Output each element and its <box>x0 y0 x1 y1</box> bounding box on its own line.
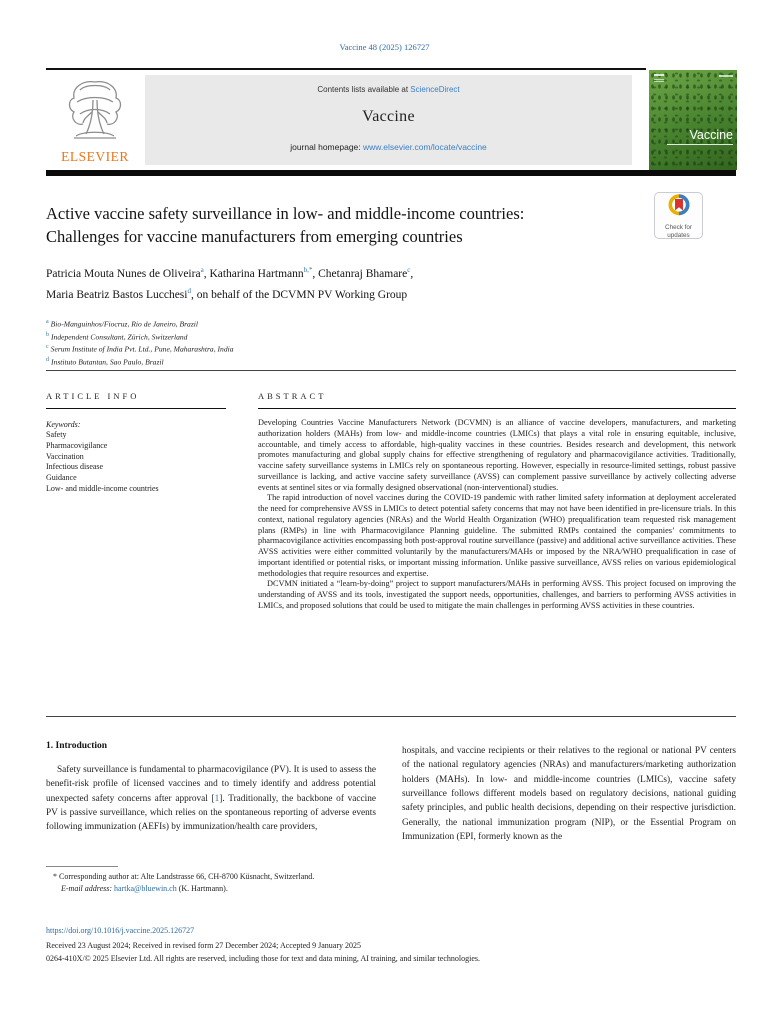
cover-publisher-mark <box>654 74 664 82</box>
copyright-line: 0264-410X/© 2025 Elsevier Ltd. All rights are reserved, including those for text and data mining, AI training, and similar technologies. <box>46 954 480 963</box>
author-name: Patricia Mouta Nunes de Oliveira <box>46 267 201 280</box>
email-link[interactable]: hartka@bluewin.ch <box>114 883 177 893</box>
body-left-column <box>46 741 376 835</box>
sciencedirect-link[interactable]: ScienceDirect <box>410 85 460 94</box>
journal-header-box <box>145 75 632 165</box>
footnote-rule <box>46 866 118 867</box>
check-for-updates-badge[interactable] <box>654 192 703 239</box>
abstract-heading: ABSTRACT <box>258 391 327 401</box>
elsevier-tree-icon <box>46 76 144 148</box>
corresponding-author-footnote <box>46 866 566 894</box>
cover-rule <box>667 144 733 145</box>
author-name: Chetanraj Bhamare <box>318 267 408 280</box>
abstract-section <box>258 391 736 612</box>
affiliation-line: $^d$ Instituto Butantan, Sao Paulo, Brazil <box>46 356 164 367</box>
journal-cover-thumbnail[interactable] <box>649 70 737 170</box>
cover-wordmark: Vaccine <box>689 128 733 142</box>
journal-citation[interactable]: Vaccine 48 (2025) 126727 <box>339 42 430 52</box>
author-superscript: c <box>407 266 411 274</box>
abstract-rule <box>258 408 736 409</box>
cover-issue-mark <box>719 75 733 77</box>
doi-link[interactable]: https://doi.org/10.1016/j.vaccine.2025.126727 <box>46 926 195 935</box>
abstract-paragraph: The rapid introduction of novel vaccines during the COVID-19 pandemic with rather limited safety information at deployment accelerated the need for comprehensive AVSS in LMICs to detect potential safety concerns that may not have been identified in pre-licensure trials. In this context, national regulatory agencies (NRAs) and the World Health Organization (WHO) prequalification team requested risk management plans (RMPs) in line with Pharmacovigilance Planning guideline. The submitted RMPs contained the companies’ commitments to pharmacovigilance activities encompassing both post-approval routine surveillance (passive) and additional active surveillance activities. These AVSS activities were either committed voluntarily by the manufacturers/MAHs or imposed by the NRA/WHO prequalification in case of important identified or potential risks, or important missing information. Unlike passive surveillance, AVSS relies on various epidemiological methodologies that require resources and expertise. <box>258 493 736 578</box>
keyword-item: Infectious disease <box>46 462 104 472</box>
elsevier-logo <box>46 76 144 170</box>
contents-list-line <box>145 85 632 94</box>
author-superscript: b,* <box>303 266 313 274</box>
contents-prefix: Contents lists available at <box>317 85 411 94</box>
author-group-suffix: on behalf of the DCVMN PV Working Group <box>196 289 408 302</box>
body-right-column <box>402 744 736 844</box>
intro-text: ]. Traditionally, the backbone of vaccine PV is passive surveillance, which relies on the spontaneous reporting of adverse events following immunization (AEFIs) by immunization/health care providers, <box>46 793 376 833</box>
corresponding-author-line: * Corresponding author at: Alte Landstrasse 66, CH-8700 Küsnacht, Switzerland. <box>53 872 315 881</box>
reference-link-1[interactable]: 1 <box>214 793 220 804</box>
article-title: Active vaccine safety surveillance in low- and middle-income countries: Challenges for vaccine manufacturers from emerging countries <box>46 204 525 246</box>
journal-name: Vaccine <box>362 108 415 125</box>
article-info-section <box>46 391 226 495</box>
email-suffix: (K. Hartmann). <box>176 883 228 893</box>
divider-rule <box>46 370 736 371</box>
affiliation-line: $^a$ Bio-Manguinhos/Fiocruz, Rio de Janeiro, Brazil <box>46 319 199 329</box>
introduction-paragraph-continued: hospitals, and vaccine recipients or their relatives to the regional or national PV centers of the national regulatory agencies (NRAs) and manufacturers/marketing authorization holders (MAHs). In low- and middle-income countries (LMICs), vaccine safety surveillance follows different models based on regulatory decisions, national guiding safety principles, and public health decisions, depending on their respective jurisdiction. Generally, the national immunization program (NIP), or the Essential Program on Immunization (EPI, formerly known as the <box>402 746 736 843</box>
article-info-rule <box>46 408 226 409</box>
affiliation-list <box>46 317 686 367</box>
homepage-url-link[interactable]: www.elsevier.com/locate/vaccine <box>363 142 487 152</box>
keyword-item: Safety <box>46 430 67 439</box>
header-bottom-bar <box>46 170 736 176</box>
keywords-label: Keywords: <box>46 420 81 429</box>
homepage-line <box>145 142 632 152</box>
author-superscript: d <box>187 287 191 296</box>
keyword-item: Guidance <box>46 473 77 483</box>
header-top-rule <box>46 68 646 70</box>
received-dates: Received 23 August 2024; Received in revised form 27 December 2024; Accepted 9 January 2025 <box>46 941 362 950</box>
author-name: Katharina Hartmann <box>209 267 304 280</box>
email-label: E-mail address: <box>61 883 113 893</box>
divider-rule <box>46 716 736 717</box>
homepage-prefix: journal homepage: <box>290 142 363 152</box>
keyword-item: Low- and middle-income countries <box>46 483 159 493</box>
author-list: Patricia Mouta Nunes de Oliveira$^a$, Katharina Hartmann$^{b,*}$, Chetanraj Bhamare$^c$, Maria Beatriz Bastos Lucchesi$^d$, on behalf of the DCVMN PV Working Group <box>46 266 414 302</box>
introduction-paragraph <box>46 763 376 835</box>
intro-text: Safety surveillance is fundamental to pharmacovigilance (PV). It is used to assess the benefit-risk profile of licensed vaccines and to timely identify and address potential unexpected safety concerns after approval [ <box>46 765 376 804</box>
abstract-paragraph: Developing Countries Vaccine Manufacturers Network (DCVMN) is an alliance of vaccine developers, manufacturers, and marketing authorization holders (MAHs) from low- and middle-income countries (LMICs) that plays a vital role in ensuring equitable, inclusive, accountable, and timely access to affordable, high-quality vaccines in these countries. Besides research and development, this network promotes manufacturing and global supply chains for effective strengthening of regulatory and pharmacovigilance activities. Traditionally, vaccine safety surveillance systems in LMICs rely on spontaneous reporting. However, especially in resource-limited settings, robust passive surveillance is lacking, and active vaccine safety surveillance (AVSS) can complement passive surveillance by actively collecting adverse events at sentinel sites or via formally designed observational (non-interventional) studies. <box>258 418 736 492</box>
keywords-list <box>46 430 226 495</box>
elsevier-wordmark: ELSEVIER <box>61 149 129 164</box>
author-superscript: a <box>200 266 204 274</box>
keyword-item: Vaccination <box>46 451 84 461</box>
affiliation-line: $^b$ Independent Consultant, Zürich, Switzerland <box>46 331 188 342</box>
crossmark-icon <box>666 205 692 222</box>
abstract-paragraph: DCVMN initiated a “learn-by-doing” project to support manufacturers/MAHs in performing AVSS. This project focused on improving the understanding of AVSS and its tools, investigated the support needs, opportunities, challenges, and barriers to performing AVSS activities in LMICs, and proposed solutions that could be used to mitigate the main challenges in performing AVSS activities in these countries. <box>258 579 736 610</box>
article-info-heading: ARTICLE INFO <box>46 391 140 401</box>
keyword-item: Pharmacovigilance <box>46 440 108 450</box>
author-name: Maria Beatriz Bastos Lucchesi <box>46 289 188 302</box>
introduction-heading: 1. Introduction <box>46 741 108 751</box>
badge-label: Check for updates <box>665 224 692 239</box>
email-line <box>46 883 566 895</box>
affiliation-line: $^c$ Serum Institute of India Pvt. Ltd., Pune, Maharashtra, India <box>46 344 234 354</box>
